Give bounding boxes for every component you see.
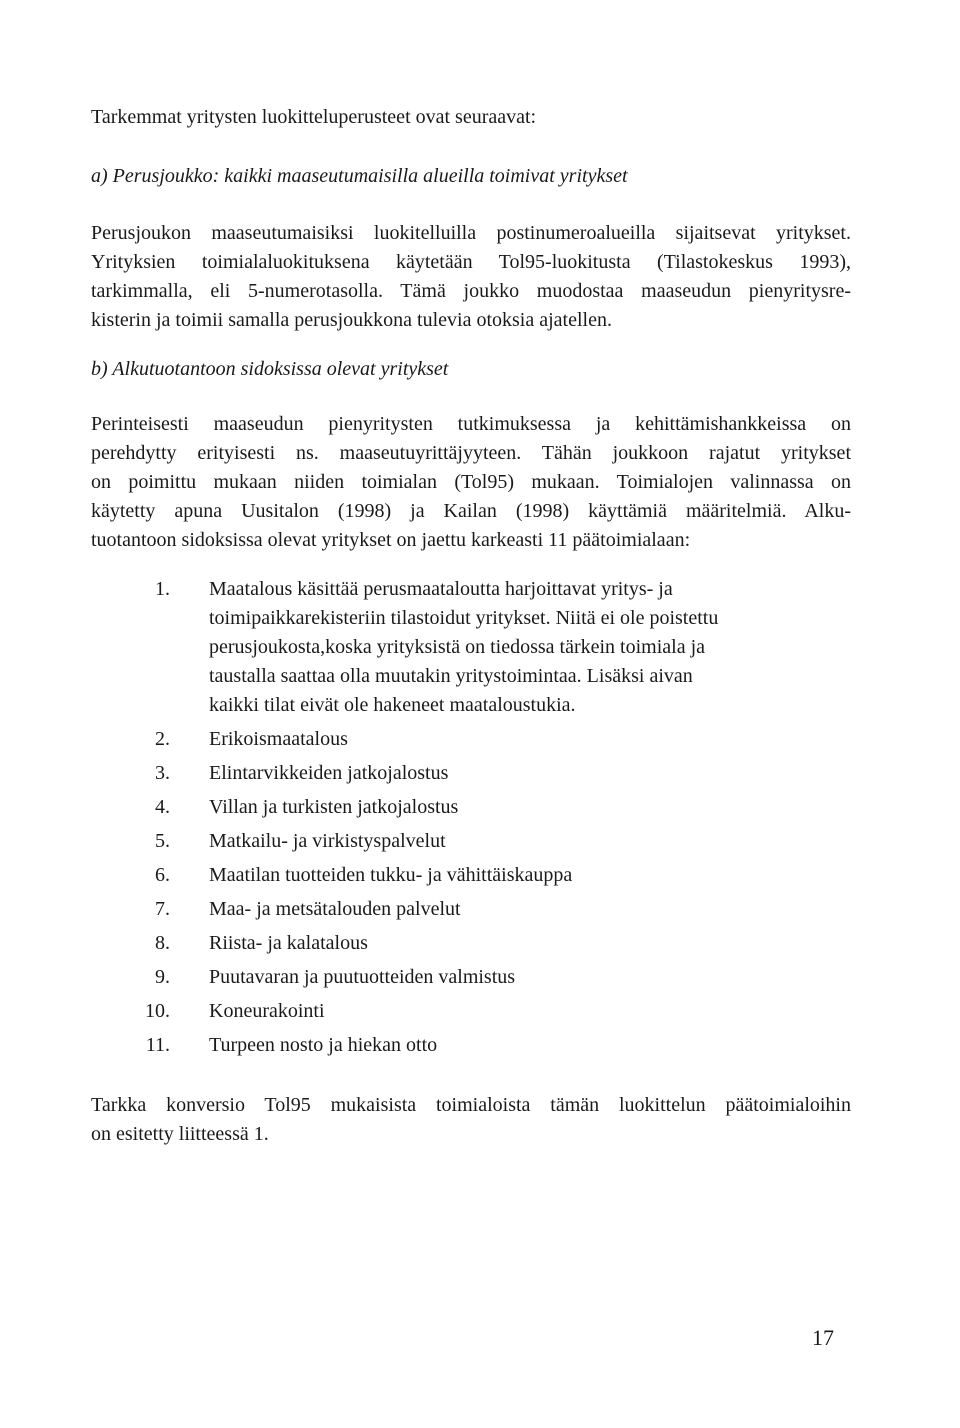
list-item-number: 4. xyxy=(155,796,170,818)
list-item xyxy=(125,827,825,856)
list-item-text: Koneurakointi xyxy=(209,1000,325,1022)
list-item xyxy=(125,725,825,754)
list-item-number: 2. xyxy=(155,728,170,750)
list-item-text: Maa- ja metsätalouden palvelut xyxy=(209,898,461,920)
list-item-text: Maatilan tuotteiden tukku- ja vähittäiskauppa xyxy=(209,864,573,886)
paragraph-line: käytetty apuna Uusitalon (1998) ja Kailan (1998) käyttämiä määritelmiä. Alku- xyxy=(91,500,851,522)
list-item xyxy=(125,575,825,720)
list-item xyxy=(125,861,825,890)
paragraph-line: Perinteisesti maaseudun pienyritysten tutkimuksessa ja kehittämishankkeissa on xyxy=(91,413,851,435)
list-item xyxy=(125,793,825,822)
list-item xyxy=(125,759,825,788)
section-a-heading: a) Perusjoukko: kaikki maaseutumaisilla alueilla toimivat yritykset xyxy=(91,165,628,187)
list-item-number: 1. xyxy=(155,578,170,600)
list-item-number: 7. xyxy=(155,898,170,920)
paragraph-line: Perusjoukon maaseutumaisiksi luokitelluilla postinumeroalueilla sijaitsevat yritykset. xyxy=(91,222,851,244)
list-item-number: 5. xyxy=(155,830,170,852)
paragraph-line: perehdytty erityisesti ns. maaseutuyrittäjyyteen. Tähän joukkoon rajatut yritykset xyxy=(91,442,851,464)
list-item-number: 3. xyxy=(155,762,170,784)
paragraph-line: Tarkka konversio Tol95 mukaisista toimialoista tämän luokittelun päätoimialoihin xyxy=(91,1094,851,1116)
list-item-text: Elintarvikkeiden jatkojalostus xyxy=(209,762,449,784)
paragraph-line: tuotantoon sidoksissa olevat yritykset on jaettu karkeasti 11 päätoimialaan: xyxy=(91,529,691,551)
list-item-number: 11. xyxy=(145,1034,170,1056)
section-b-heading: b) Alkutuotantoon sidoksissa olevat yritykset xyxy=(91,358,449,380)
list-item xyxy=(125,963,825,992)
list-item-text: Riista- ja kalatalous xyxy=(209,932,368,954)
list-item xyxy=(125,1031,825,1060)
page-number: 17 xyxy=(812,1325,834,1350)
paragraph-line: on poimittu mukaan niiden toimialan (Tol95) mukaan. Toimialojen valinnassa on xyxy=(91,471,851,493)
list-item-text: Maatalous käsittää perusmaataloutta harjoittavat yritys- ja toimipaikkarekisteriin tilastoidut yritykset. Niitä ei ole poistettu perusjoukosta,koska yrityksistä on tiedossa tärkein toimiala ja taustalla saattaa olla muutakin yritystoimintaa. Lisäksi aivan kaikki tilat eivät ole hakeneet maataloustukia. xyxy=(209,578,719,716)
paragraph-line: kisterin ja toimii samalla perusjoukkona tulevia otoksia ajatellen. xyxy=(91,309,612,331)
list-item-number: 10. xyxy=(145,1000,170,1022)
paragraph-line: Yrityksien toimialaluokituksena käytetään Tol95-luokitusta (Tilastokeskus 1993), xyxy=(91,251,851,273)
paragraph-line: on esitetty liitteessä 1. xyxy=(91,1123,269,1145)
list-item-text: Puutavaran ja puutuotteiden valmistus xyxy=(209,966,516,988)
list-item xyxy=(125,895,825,924)
list-item-text: Villan ja turkisten jatkojalostus xyxy=(209,796,459,818)
list-item xyxy=(125,929,825,958)
list-item-text: Turpeen nosto ja hiekan otto xyxy=(209,1034,438,1056)
conclusion-paragraph xyxy=(91,1091,851,1149)
list-item-number: 6. xyxy=(155,864,170,886)
industry-list xyxy=(125,575,825,1060)
list-item-number: 8. xyxy=(155,932,170,954)
section-b-paragraph xyxy=(91,410,851,555)
paragraph-line: tarkimmalla, eli 5-numerotasolla. Tämä joukko muodostaa maaseudun pienyritysre- xyxy=(91,280,851,302)
list-item xyxy=(125,997,825,1026)
section-a-paragraph xyxy=(91,219,851,335)
intro-text: Tarkemmat yritysten luokitteluperusteet ovat seuraavat: xyxy=(91,106,537,128)
list-item-text: Erikoismaatalous xyxy=(209,728,348,750)
list-item-text: Matkailu- ja virkistyspalvelut xyxy=(209,830,446,852)
list-item-number: 9. xyxy=(155,966,170,988)
